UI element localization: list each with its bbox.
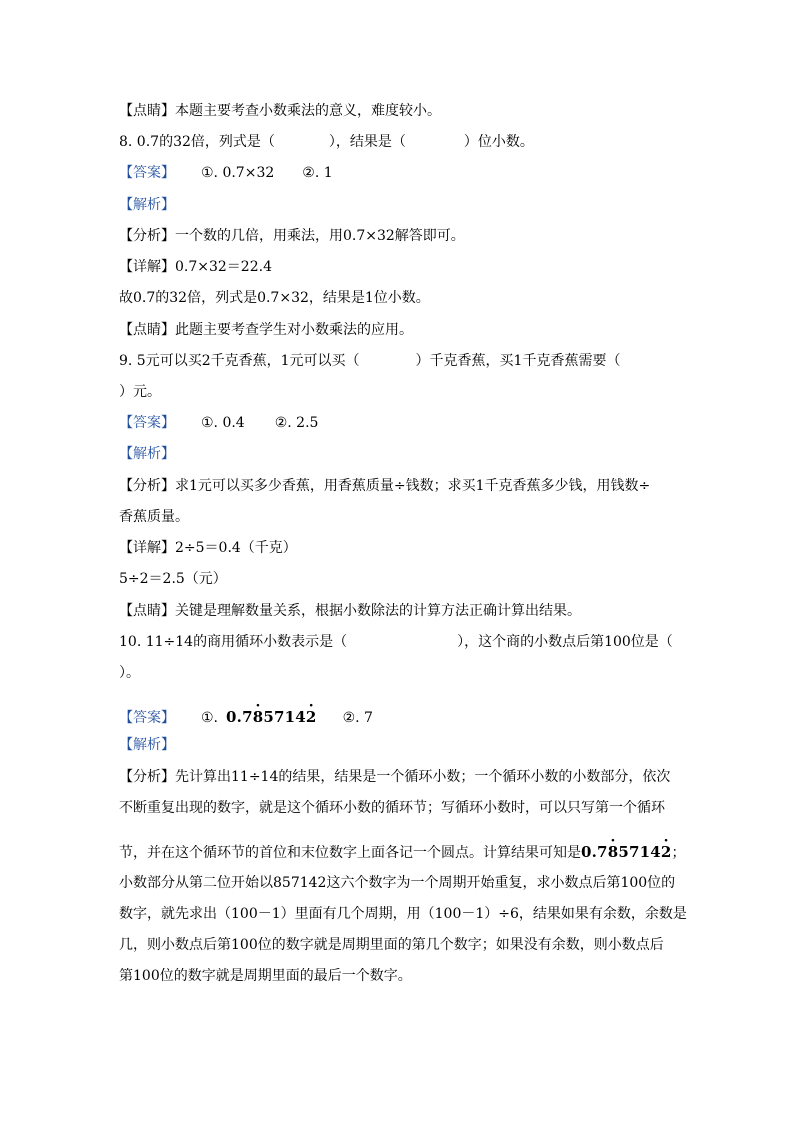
q8-fenxi: 【分析】一个数的几倍，用乘法，用0.7×32解答即可。 xyxy=(119,228,465,244)
q8-answer xyxy=(119,163,333,183)
q10-answer xyxy=(119,707,373,728)
q8-part-c: ）位小数。 xyxy=(463,134,534,150)
q9-part-b: ）千克香蕉，买1千克香蕉需要（ xyxy=(415,353,621,369)
repeating-decimal: 0.7· 85714· 2 xyxy=(226,708,317,726)
question-8 xyxy=(119,132,534,152)
q10-fenxi-line-2: 不断重复出现的数字，就是这个循环小数的循环节；写循环小数时，可以只写第一个循环 xyxy=(119,800,665,816)
q10-fenxi-line-1: 【分析】先计算出11÷14的结果，结果是一个循环小数；一个循环小数的小数部分，依次 xyxy=(119,769,671,785)
q8-part-b: ），结果是（ xyxy=(328,134,406,150)
q10-answer-2: ②. 7 xyxy=(342,710,373,726)
question-9 xyxy=(119,351,620,371)
q9-part-c: ）元。 xyxy=(119,384,161,400)
q10-fenxi-line-7: 第100位的数字就是周期里面的最后一个数字。 xyxy=(119,968,412,984)
q10-fenxi-line-6: 几，则小数点后第100位的数字就是周期里面的第几个数字；如果没有余数，则小数点后 xyxy=(119,937,664,953)
repeat-dot-start: · 8 xyxy=(253,707,264,727)
q10-jiexi-tag: 【解析】 xyxy=(119,737,175,753)
q9-jiexi-tag: 【解析】 xyxy=(119,446,175,462)
q9-xiangjie-line-1: 【详解】2÷5＝0.4（千克） xyxy=(119,540,297,556)
q8-part-a: 8. 0.7的32倍，列式是（ xyxy=(119,134,275,150)
dianjing-line-q7: 【点睛】本题主要考查小数乘法的意义，难度较小。 xyxy=(119,103,441,119)
q8-answer-1: ①. 0.7×32 xyxy=(201,165,275,181)
q9-part-a: 9. 5元可以买2千克香蕉，1元可以买（ xyxy=(119,353,360,369)
q8-dianjing: 【点睛】此题主要考查学生对小数乘法的应用。 xyxy=(119,322,413,338)
q10-part-a: 10. 11÷14的商用循环小数表示是（ xyxy=(119,634,348,650)
repeat-dot-end: · 2 xyxy=(306,707,317,727)
repeating-decimal-inline: 0.7· 85714· 2 xyxy=(581,843,672,861)
question-10 xyxy=(119,632,673,652)
q9-answer xyxy=(119,413,318,433)
q8-xiangjie: 【详解】0.7×32＝22.4 xyxy=(119,259,272,275)
q8-answer-2: ②. 1 xyxy=(302,165,333,181)
q10-part-c: ）。 xyxy=(119,665,140,681)
q9-answer-1: ①. 0.4 xyxy=(201,415,245,431)
q9-fenxi-line-1: 【分析】求1元可以买多少香蕉，用香蕉质量÷钱数；求买1千克香蕉多少钱，用钱数÷ xyxy=(119,478,651,494)
answer-tag: 【答案】 xyxy=(119,415,175,431)
q10-fenxi-line-4: 小数部分从第二位开始以857142这六个数字为一个周期开始重复，求小数点后第100位的 xyxy=(119,875,676,891)
q9-fenxi-line-2: 香蕉质量。 xyxy=(119,509,189,525)
q10-fenxi-line-3: 节，并在这个循环节的首位和末位数字上面各记一个圆点。计算结果可知是0.7· 85714· 2； xyxy=(119,842,686,863)
q8-conclusion: 故0.7的32倍，列式是0.7×32，结果是1位小数。 xyxy=(119,290,430,306)
q9-dianjing: 【点睛】关键是理解数量关系，根据小数除法的计算方法正确计算出结果。 xyxy=(119,603,581,619)
q9-xiangjie-line-2: 5÷2＝2.5（元） xyxy=(119,571,227,587)
q10-fenxi-line-5: 数字，就先求出（100－1）里面有几个周期，用（100－1）÷6，结果如果有余数，余数是 xyxy=(119,906,687,922)
q9-answer-2: ②. 2.5 xyxy=(274,415,319,431)
q10-part-b: ），这个商的小数点后第100位是（ xyxy=(457,634,673,650)
answer-tag: 【答案】 xyxy=(119,710,175,726)
answer-tag: 【答案】 xyxy=(119,165,175,181)
q10-answer-1-prefix: ①. xyxy=(201,710,219,726)
q8-jiexi-tag: 【解析】 xyxy=(119,197,175,213)
